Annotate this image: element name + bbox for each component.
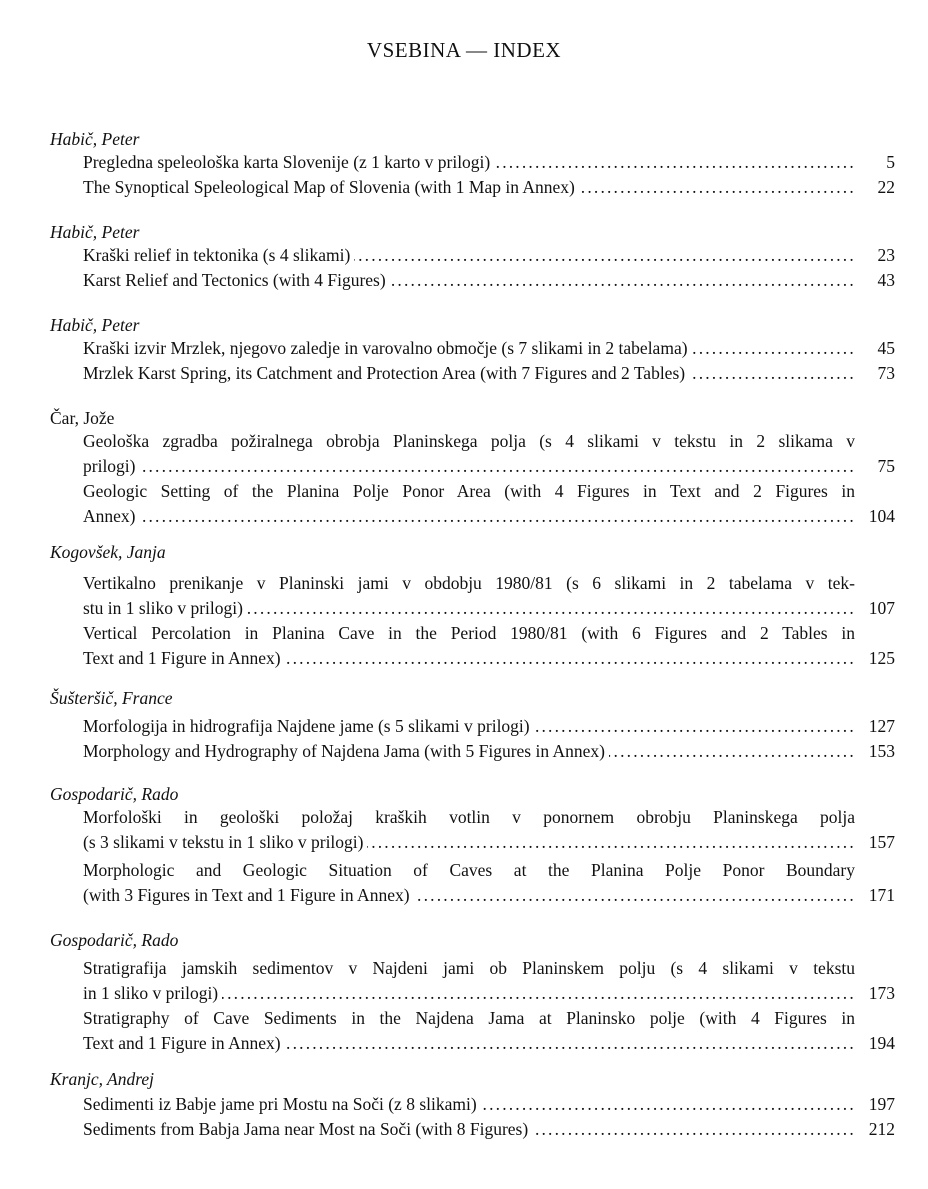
work-title: The Synoptical Speleological Map of Slovenia (with 1 Map in Annex) — [83, 177, 579, 197]
toc-entry — [50, 128, 895, 200]
work-english — [83, 479, 895, 529]
work-title: Sediments from Babja Jama near Most na Soči (with 8 Figures) — [83, 1119, 532, 1139]
author-name: Šušteršič, France — [50, 688, 173, 708]
author-name: Kogovšek, Janja — [50, 542, 166, 562]
work-title-line-1: Geološka zgradba požiralnega obrobja Planinskega polja (s 4 slikami v tekstu in 2 slikama v — [83, 431, 855, 451]
work-slovene — [83, 571, 895, 621]
work-slovene — [83, 243, 895, 268]
work-title: Kraški relief in tektonika (s 4 slikami) — [83, 245, 354, 265]
author-name: Habič, Peter — [50, 315, 140, 335]
work-title: Kraški izvir Mrzlek, njegovo zaledje in varovalno območje (s 7 slikami in 2 tabelama) — [83, 338, 692, 358]
work-title-line-2: (s 3 slikami v tekstu in 1 sliko v prilogi) — [83, 832, 367, 852]
toc-entry — [50, 541, 895, 671]
work-slovene — [83, 429, 895, 479]
work-title-line-1: Geologic Setting of the Planina Polje Ponor Area (with 4 Figures in Text and 2 Figures in — [83, 481, 855, 501]
work-title: Karst Relief and Tectonics (with 4 Figures) — [83, 270, 390, 290]
toc-entry — [50, 783, 895, 908]
page-number: 171 — [857, 883, 895, 908]
page-number: 5 — [857, 150, 895, 175]
work-title: Pregledna speleološka karta Slovenije (z 1 karto v prilogi) — [83, 152, 494, 172]
work-title-line-2: prilogi) — [83, 456, 140, 476]
dot-leader — [83, 454, 855, 479]
toc-entry — [50, 407, 895, 529]
work-english — [83, 858, 895, 908]
toc-entry — [50, 687, 895, 764]
page-number: 22 — [857, 175, 895, 200]
page-number: 73 — [857, 361, 895, 386]
work-english — [83, 361, 895, 386]
work-title-line-1: Stratigrafija jamskih sedimentov v Najdeni jami ob Planinskem polju (s 4 slikami v tekstu — [83, 958, 855, 978]
toc-entry — [50, 221, 895, 293]
page-number: 197 — [857, 1092, 895, 1117]
page-number: 104 — [857, 504, 895, 529]
author-name: Habič, Peter — [50, 129, 140, 149]
work-english — [83, 1117, 895, 1142]
work-title: Sedimenti iz Babje jame pri Mostu na Soči (z 8 slikami) — [83, 1094, 481, 1114]
author-name: Gospodarič, Rado — [50, 784, 179, 804]
work-slovene — [83, 150, 895, 175]
work-slovene — [83, 1092, 895, 1117]
work-title-line-1: Morfološki in geološki položaj kraških votlin v ponornem obrobju Planinskega polja — [83, 807, 855, 827]
work-title-line-2: (with 3 Figures in Text and 1 Figure in Annex) — [83, 885, 414, 905]
author-name: Čar, Jože — [50, 408, 115, 428]
author-name: Habič, Peter — [50, 222, 140, 242]
work-slovene — [83, 336, 895, 361]
page-number: 212 — [857, 1117, 895, 1142]
page-title: VSEBINA — INDEX — [366, 38, 562, 62]
page-number: 173 — [857, 981, 895, 1006]
toc-entry — [50, 1068, 895, 1142]
work-english — [83, 621, 895, 671]
page-number: 194 — [857, 1031, 895, 1056]
work-title-line-1: Stratigraphy of Cave Sediments in the Najdena Jama at Planinsko polje (with 4 Figures in — [83, 1008, 855, 1028]
work-title-line-2: Text and 1 Figure in Annex) — [83, 648, 285, 668]
page-number: 75 — [857, 454, 895, 479]
page-number: 125 — [857, 646, 895, 671]
work-title-line-1: Morphologic and Geologic Situation of Caves at the Planina Polje Ponor Boundary — [83, 860, 855, 880]
work-english — [83, 739, 895, 764]
page-number: 153 — [857, 739, 895, 764]
work-title: Morphology and Hydrography of Najdena Jama (with 5 Figures in Annex) — [83, 741, 609, 761]
work-slovene — [83, 714, 895, 739]
page-number: 157 — [857, 830, 895, 855]
work-title: Morfologija in hidrografija Najdene jame (s 5 slikami v prilogi) — [83, 716, 534, 736]
work-slovene — [83, 956, 895, 1006]
author-name: Gospodarič, Rado — [50, 930, 179, 950]
work-title-line-2: in 1 sliko v prilogi) — [83, 983, 222, 1003]
work-slovene — [83, 805, 895, 855]
work-title-line-1: Vertikalno prenikanje v Planinski jami v obdobju 1980/81 (s 6 slikami in 2 tabelama v tek- — [83, 573, 855, 593]
work-title: Mrzlek Karst Spring, its Catchment and Protection Area (with 7 Figures and 2 Tables) — [83, 363, 689, 383]
page-number: 45 — [857, 336, 895, 361]
page-number: 43 — [857, 268, 895, 293]
author-name: Kranjc, Andrej — [50, 1069, 155, 1089]
page-number: 127 — [857, 714, 895, 739]
page-number: 23 — [857, 243, 895, 268]
work-title-line-1: Vertical Percolation in Planina Cave in the Period 1980/81 (with 6 Figures and 2 Tables in — [83, 623, 855, 643]
work-title-line-2: Text and 1 Figure in Annex) — [83, 1033, 285, 1053]
toc-entry — [50, 929, 895, 1056]
work-english — [83, 268, 895, 293]
page-number: 107 — [857, 596, 895, 621]
work-english — [83, 1006, 895, 1056]
work-english — [83, 175, 895, 200]
dot-leader — [83, 504, 855, 529]
work-title-line-2: Annex) — [83, 506, 139, 526]
work-title-line-2: stu in 1 sliko v prilogi) — [83, 598, 247, 618]
toc-entry — [50, 314, 895, 386]
